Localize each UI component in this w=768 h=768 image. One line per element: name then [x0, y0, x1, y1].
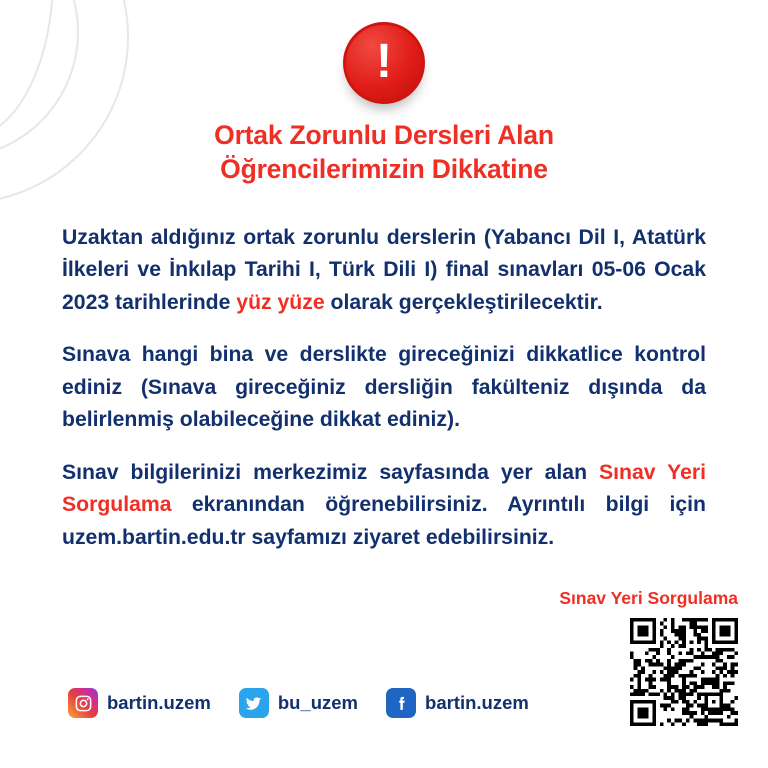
social-links — [68, 688, 543, 718]
social-label-instagram: bartin.uzem — [107, 692, 211, 713]
exclamation-circle-icon — [343, 22, 425, 104]
announcement-body — [62, 222, 738, 554]
facebook-icon — [386, 688, 416, 718]
social-label-facebook: bartin.uzem — [425, 692, 529, 713]
qr-code-label: Sınav Yeri Sorgulama — [559, 588, 738, 608]
social-item-instagram[interactable] — [68, 688, 211, 718]
text-segment: olarak gerçekleştirilecektir. — [324, 290, 603, 314]
page-title-line-1: Ortak Zorunlu Dersleri Alan — [214, 120, 554, 150]
highlighted-text: Sınav Yeri Sorgulama — [62, 460, 706, 517]
exclamation-mark: ! — [376, 34, 392, 88]
paragraph — [62, 222, 738, 319]
social-label-twitter: bu_uzem — [277, 692, 359, 713]
alert-icon-container — [0, 22, 768, 104]
text-segment: Sınav bilgilerinizi merkezimiz sayfasında yer alan — [62, 460, 599, 484]
page-title-line-2: Öğrencilerimizin Dikkatine — [220, 154, 548, 185]
text-segment: Sınava hangi bina ve derslikte gireceğinizi dikkatlice kontrol ediniz (Sınava gireceğiniz dersliğin fakülteniz dışında da belirlenmiş olabileceğine dikkat ediniz). — [62, 343, 706, 432]
text-segment: ekranından öğrenebilirsiniz. Ayrıntılı bilgi için uzem.bartin.edu.tr sayfamızı ziyaret edebilirsiniz. — [62, 493, 706, 549]
social-item-twitter[interactable] — [239, 688, 358, 718]
text-segment: Uzaktan aldığınız ortak zorunlu derslerin (Yabancı Dil I, Atatürk İlkeleri ve İnkılap Tarihi I, Türk Dili I) final sınavları 05-06 Ocak 2023 tarihlerinde — [62, 226, 706, 314]
paragraph — [62, 339, 738, 436]
highlighted-text: yüz yüze — [236, 290, 325, 314]
page-title — [0, 118, 768, 187]
social-item-facebook[interactable] — [386, 688, 529, 718]
instagram-icon — [68, 688, 98, 718]
qr-code[interactable] — [630, 618, 738, 726]
twitter-icon — [239, 688, 269, 718]
paragraph — [62, 457, 738, 554]
